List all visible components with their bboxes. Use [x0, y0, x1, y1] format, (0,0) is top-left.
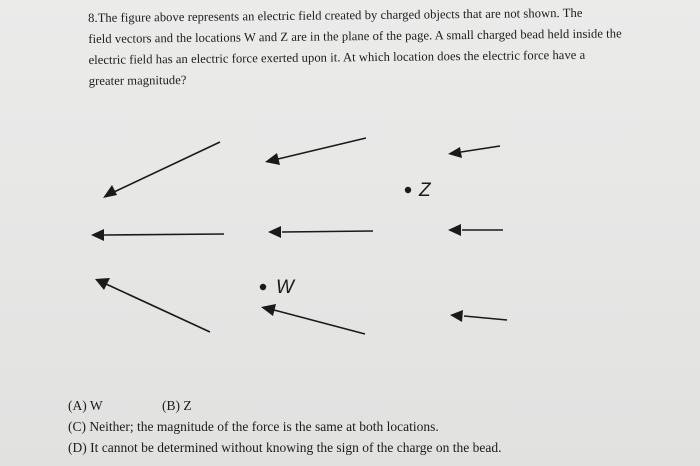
choice-row [68, 395, 628, 416]
choice-b[interactable]: (B) Z [162, 398, 192, 413]
field-vector [91, 229, 224, 241]
field-vector [265, 138, 366, 165]
point-w-dot [260, 284, 266, 290]
point-z-label: Z [419, 180, 431, 201]
choice-a[interactable]: (A) W [68, 398, 103, 413]
field-vector [103, 142, 220, 198]
field-vector [448, 224, 503, 236]
question-line: greater magnitude? [88, 72, 187, 88]
question-line: field vectors and the locations W and Z are in the plane of the page. A small charged bead held inside the [88, 26, 622, 46]
point-w-label: W [276, 277, 294, 298]
choice-d[interactable]: (D) It cannot be determined without knowing the sign of the charge on the bead. [68, 440, 502, 455]
answer-choices [68, 395, 628, 458]
choice-c[interactable]: (C) Neither; the magnitude of the force is the same at both locations. [68, 419, 439, 434]
point-z-dot [405, 187, 411, 193]
field-vector [268, 226, 373, 238]
question-line: electric field has an electric force exerted upon it. At which location does the electric force have a [88, 47, 586, 67]
field-vector [261, 304, 365, 334]
field-vector [95, 278, 210, 332]
field-vector [448, 146, 500, 158]
field-vector [450, 310, 507, 322]
question-line: 8.The figure above represents an electric field created by charged objects that are not shown. The [88, 5, 583, 25]
